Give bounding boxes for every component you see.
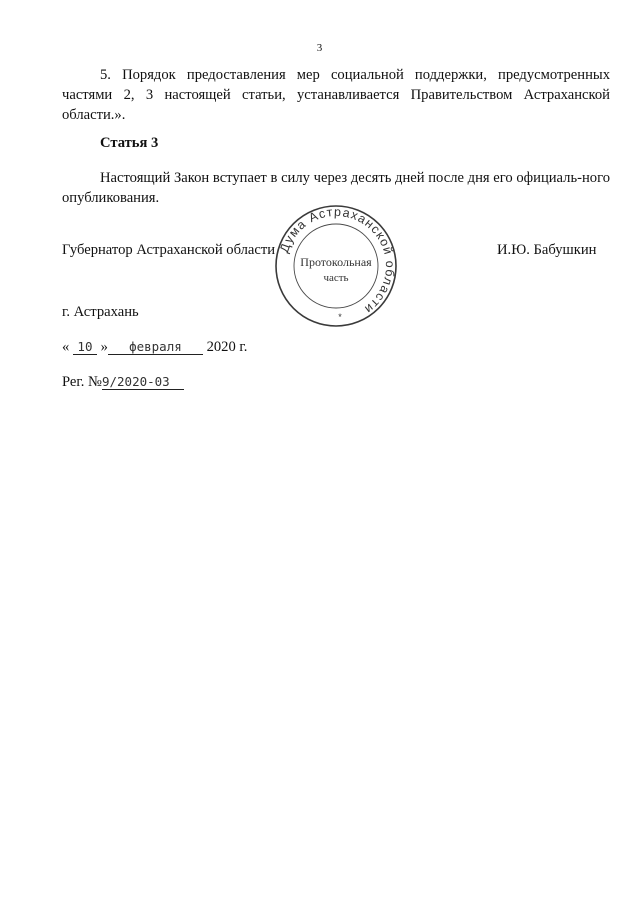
date-close-quote: » [100,339,108,355]
city: г. Астрахань [62,304,139,320]
registration-line [62,374,184,391]
official-seal [274,204,398,328]
page-number: 3 [316,42,323,54]
article-paragraph [62,168,610,208]
date-year: 2020 г. [206,339,248,355]
registration-number: 9/2020-03 [102,374,184,390]
date-line [62,339,247,356]
signature-position: Губернатор Астраханской области [62,242,276,258]
seal-inner-line2: часть [323,272,349,284]
paragraph-5-text: 5. Порядок предоставления мер социальной поддержки, предусмотренных частями 2, 3 настоящей статьи, устанавливается Правительством Астраханской области.». [62,67,610,123]
paragraph-5 [62,65,610,125]
signature-name: И.Ю. Бабушкин [497,242,597,258]
seal-inner-line1: Протокольная [300,255,372,269]
seal-star-icon: * [338,312,342,322]
date-month: февраля [108,339,203,355]
registration-label: Рег. № [62,374,102,390]
seal-outer-text: Дума Астраханской области [276,204,398,317]
seal-icon [274,204,398,328]
date-open-quote: « [62,339,70,355]
article-paragraph-text: Настоящий Закон вступает в силу через десять дней после дня его официаль-ного опубликования. [62,170,610,206]
article-heading: Статья 3 [100,135,159,151]
date-day: 10 [73,339,97,355]
